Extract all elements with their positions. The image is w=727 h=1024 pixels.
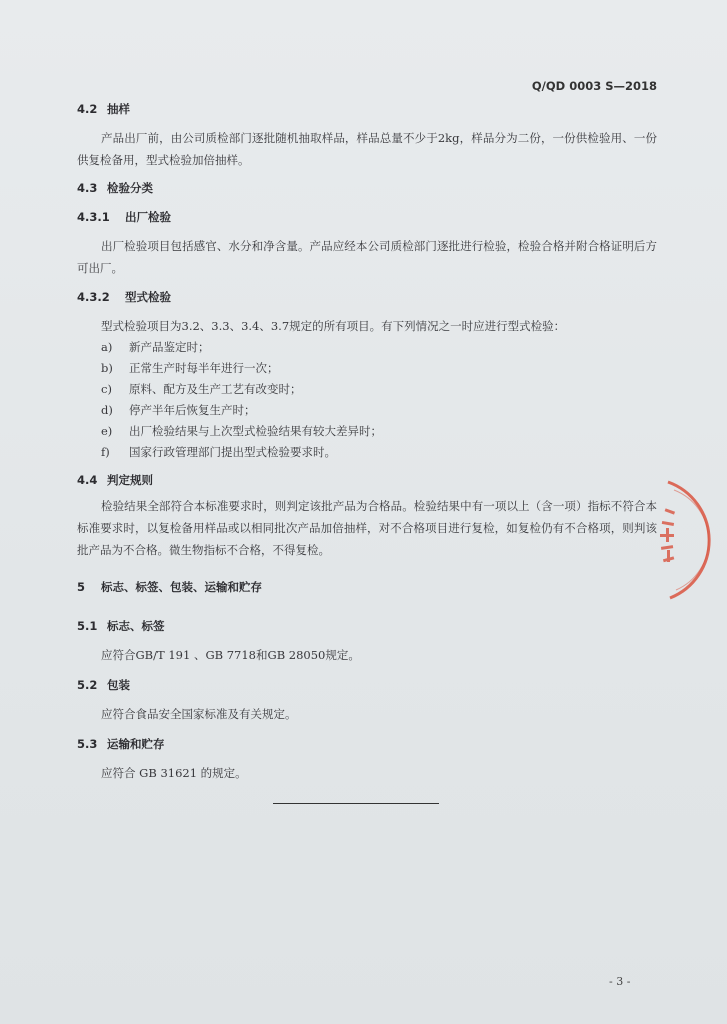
list-item: f) 国家行政管理部门提出型式检验要求时。 bbox=[101, 445, 336, 459]
section-body-5-1: 应符合GB/T 191 、GB 7718和GB 28050规定。 bbox=[101, 648, 360, 662]
list-item: b) 正常生产时每半年进行一次； bbox=[101, 361, 279, 375]
section-heading-5-1: 5.1 标志、标签 bbox=[77, 619, 165, 633]
section-body-4-4: 检验结果全部符合本标准要求时，则判定该批产品为合格品。检验结果中有一项以上（含一项）指标不符合本标准要求时，以复检备用样品或以相同批次产品加倍抽样，对不合格项目进行复检，如复检仍有不合格项，则判该批产品为不合格。微生物指标不合格，不得复检。 bbox=[77, 499, 657, 557]
list-item: a) 新产品鉴定时； bbox=[101, 340, 210, 354]
section-body-4-3-1: 出厂检验项目包括感官、水分和净含量。产品应经本公司质检部门逐批进行检验，检验合格并附合格证明后方可出厂。 bbox=[77, 239, 657, 275]
list-item: e) 出厂检验结果与上次型式检验结果有较大差异时； bbox=[101, 424, 382, 438]
page-number: - 3 - bbox=[609, 975, 631, 988]
section-heading-4-3-2: 4.3.2 型式检验 bbox=[77, 290, 172, 304]
section-body-4-2: 产品出厂前，由公司质检部门逐批随机抽取样品，样品总量不少于2kg，样品分为二份，一份供检验用、一份供复检备用，型式检验加倍抽样。 bbox=[77, 131, 657, 167]
section-body-5-3: 应符合 GB 31621 的规定。 bbox=[101, 766, 247, 780]
section-heading-4-2: 4.2 抽样 bbox=[77, 102, 131, 116]
red-seal-stamp bbox=[610, 470, 727, 610]
list-item: c) 原料、配方及生产工艺有改变时； bbox=[101, 382, 302, 396]
section-heading-4-3: 4.3 检验分类 bbox=[77, 181, 154, 195]
list-item: d) 停产半年后恢复生产时； bbox=[101, 403, 256, 417]
section-heading-4-4: 4.4 判定规则 bbox=[77, 473, 154, 487]
section-heading-4-3-1: 4.3.1 出厂检验 bbox=[77, 210, 172, 224]
section-body-5-2: 应符合食品安全国家标准及有关规定。 bbox=[101, 707, 297, 721]
section-heading-5: 5 标志、标签、包装、运输和贮存 bbox=[77, 580, 263, 594]
standard-code: Q/QD 0003 S—2018 bbox=[531, 79, 657, 93]
section-heading-5-2: 5.2 包装 bbox=[77, 678, 131, 692]
section-heading-5-3: 5.3 运输和贮存 bbox=[77, 737, 165, 751]
section-intro-4-3-2: 型式检验项目为3.2、3.3、3.4、3.7规定的所有项目。有下列情况之一时应进行型式检验： bbox=[101, 319, 566, 333]
end-rule bbox=[273, 803, 439, 804]
